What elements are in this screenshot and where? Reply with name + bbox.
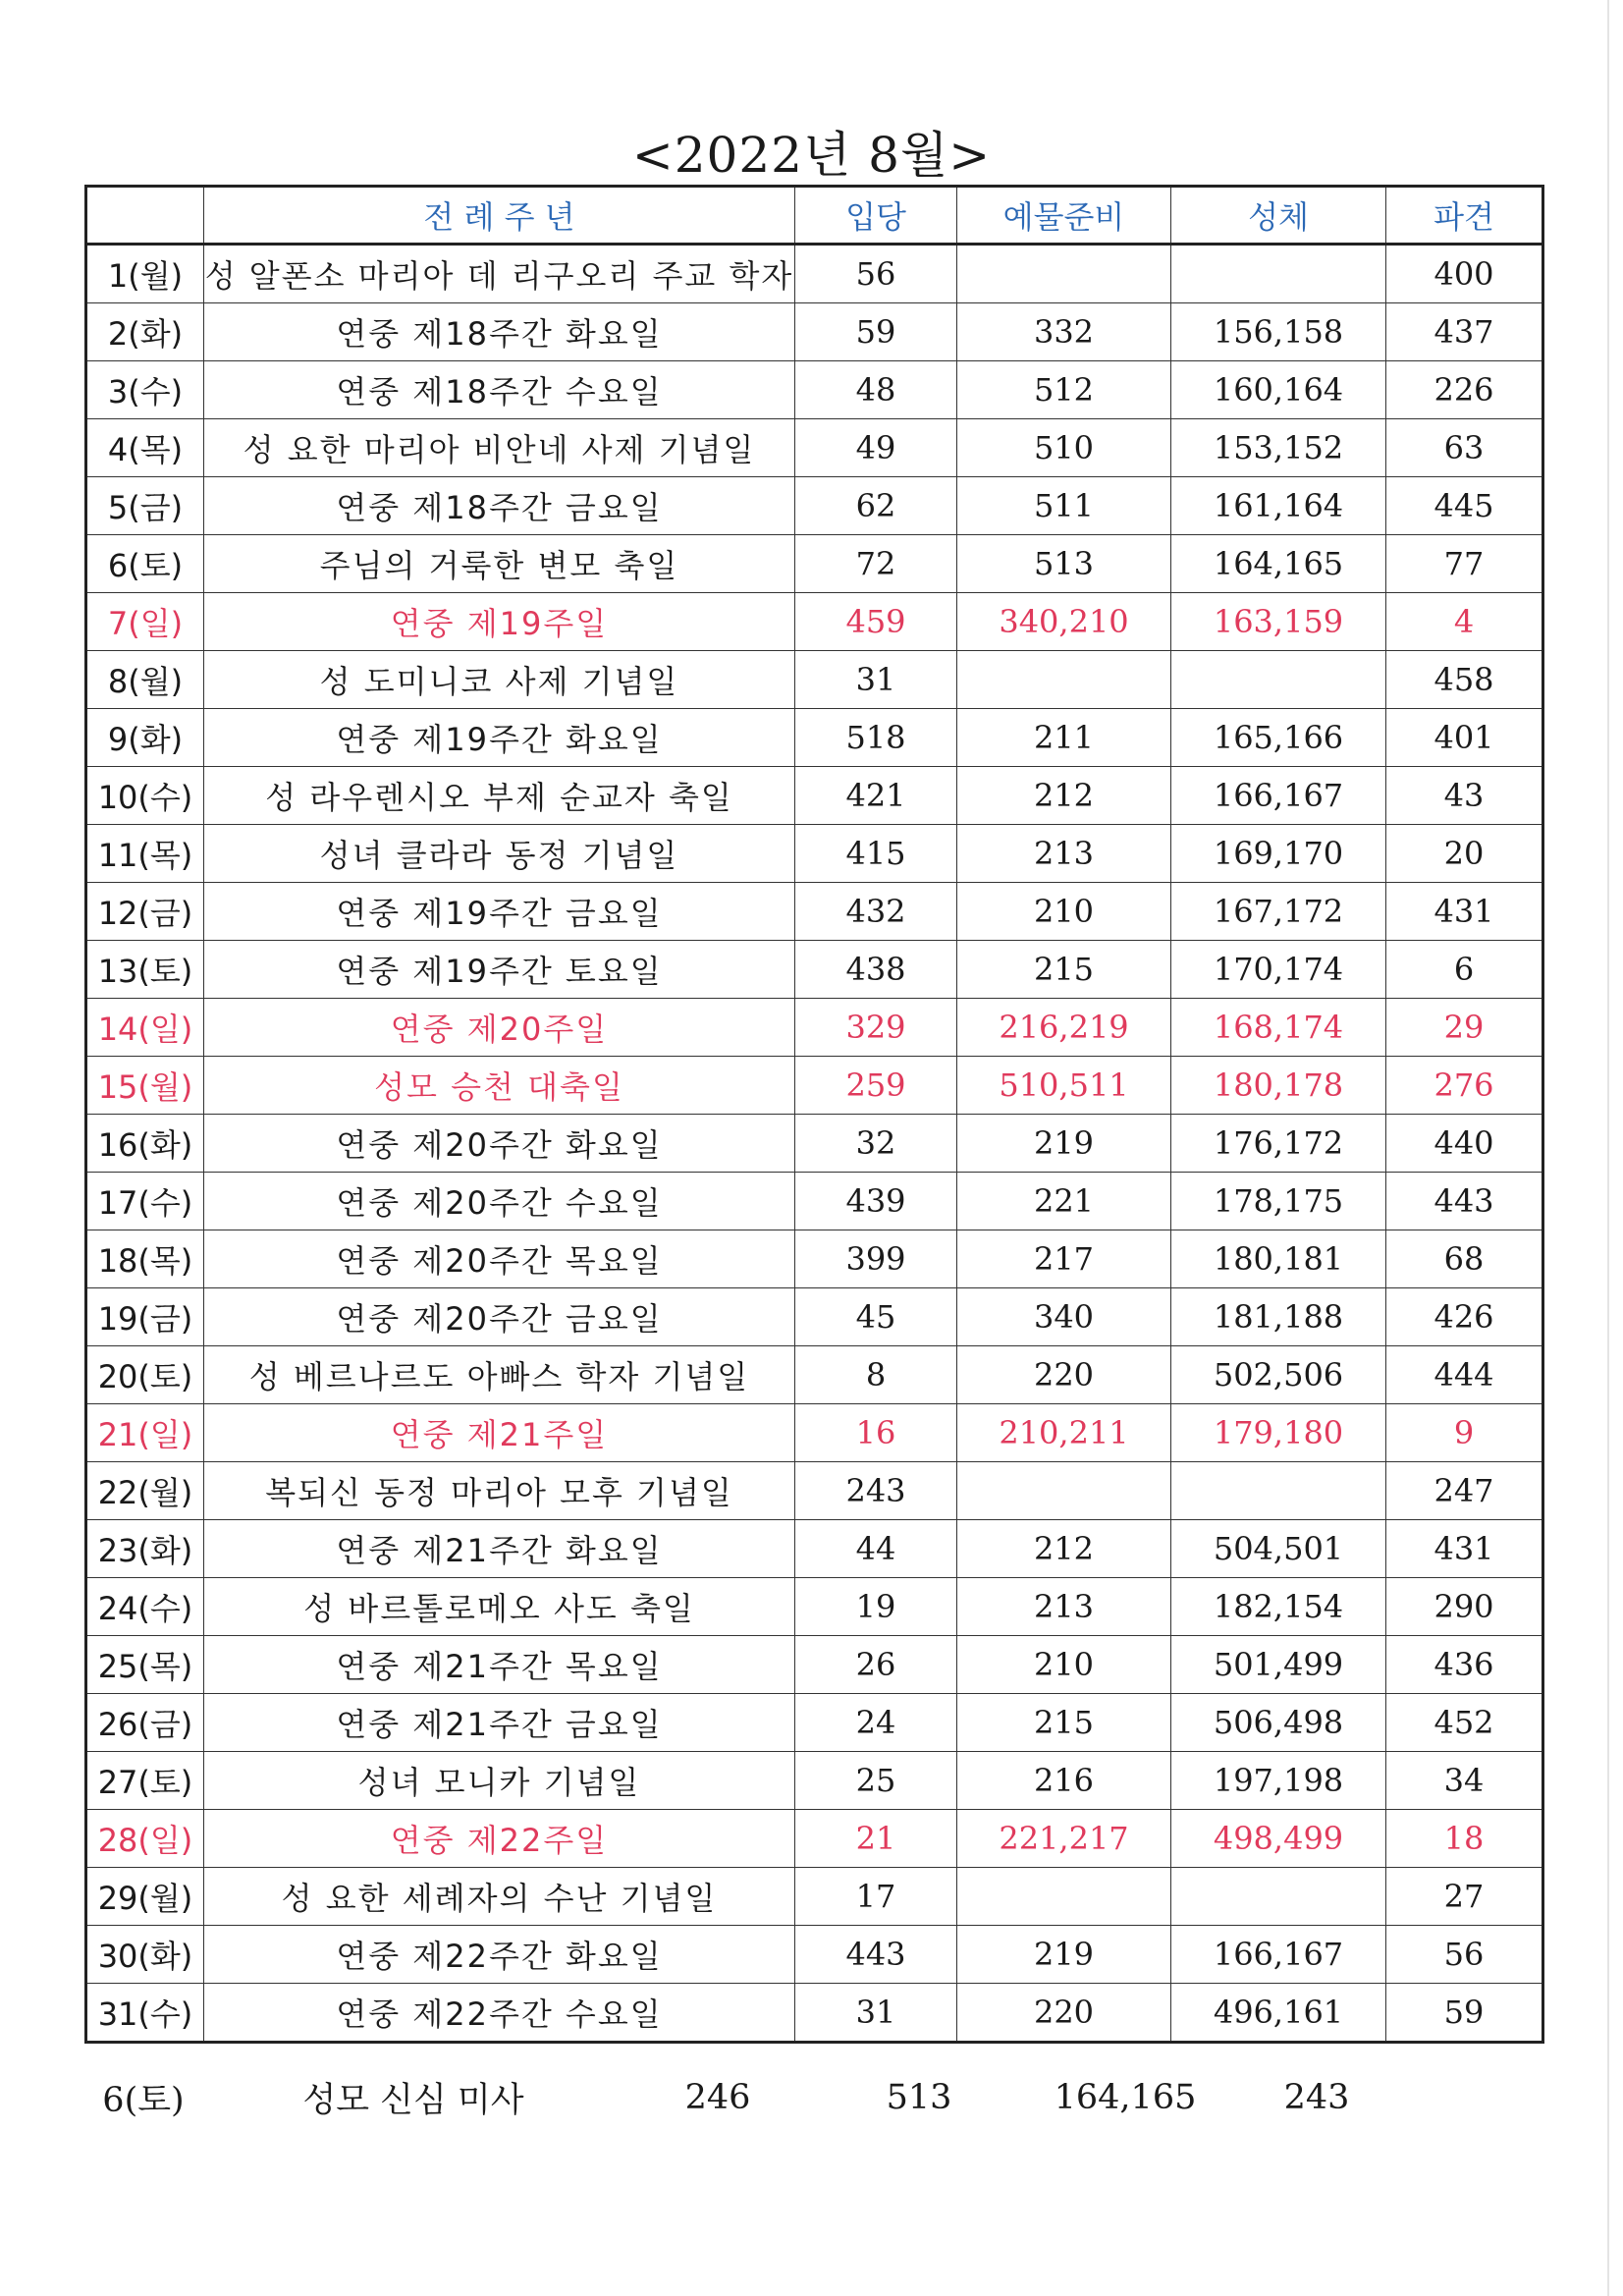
- entrance-hymn-cell: 421: [795, 767, 957, 825]
- entrance-hymn-cell: 399: [795, 1230, 957, 1288]
- table-row: [86, 1288, 1543, 1346]
- extra-communion: 164,165: [1054, 2078, 1197, 2117]
- date-cell: 12(금): [86, 883, 204, 941]
- offertory-hymn-cell: 215: [957, 941, 1171, 999]
- extra-date: 6(토): [102, 2081, 185, 2120]
- header-row: [86, 187, 1543, 245]
- dismissal-hymn-cell: 247: [1386, 1462, 1543, 1520]
- liturgical-day-cell: 연중 제22주일: [204, 1810, 795, 1868]
- communion-hymn-cell: 504,501: [1171, 1520, 1386, 1578]
- communion-hymn-cell: 167,172: [1171, 883, 1386, 941]
- offertory-hymn-cell: 210: [957, 1636, 1171, 1694]
- entrance-hymn-cell: 439: [795, 1173, 957, 1230]
- dismissal-hymn-cell: 226: [1386, 361, 1543, 419]
- extra-dismissal: 243: [1283, 2078, 1350, 2117]
- communion-hymn-cell: 506,498: [1171, 1694, 1386, 1752]
- liturgical-day-cell: 주님의 거룩한 변모 축일: [204, 535, 795, 593]
- date-cell: 30(화): [86, 1926, 204, 1984]
- entrance-hymn-cell: 56: [795, 245, 957, 303]
- date-cell: 13(토): [86, 941, 204, 999]
- offertory-hymn-cell: 220: [957, 1346, 1171, 1404]
- entrance-hymn-cell: 26: [795, 1636, 957, 1694]
- date-cell: 4(목): [86, 419, 204, 477]
- header-communion: 성체: [1171, 187, 1386, 245]
- date-cell: 19(금): [86, 1288, 204, 1346]
- liturgical-day-cell: 연중 제19주일: [204, 593, 795, 651]
- page-title: <2022년 8월>: [631, 127, 992, 184]
- offertory-hymn-cell: [957, 651, 1171, 709]
- date-cell: 25(목): [86, 1636, 204, 1694]
- date-cell: 23(화): [86, 1520, 204, 1578]
- liturgical-day-cell: 연중 제22주간 수요일: [204, 1984, 795, 2043]
- liturgical-day-cell: 연중 제21주간 목요일: [204, 1636, 795, 1694]
- entrance-hymn-cell: 72: [795, 535, 957, 593]
- entrance-hymn-cell: 438: [795, 941, 957, 999]
- table-row: [86, 1926, 1543, 1984]
- communion-hymn-cell: 179,180: [1171, 1404, 1386, 1462]
- offertory-hymn-cell: 340: [957, 1288, 1171, 1346]
- date-cell: 22(월): [86, 1462, 204, 1520]
- dismissal-hymn-cell: 290: [1386, 1578, 1543, 1636]
- liturgical-day-cell: 성모 승천 대축일: [204, 1057, 795, 1115]
- table-row: [86, 1868, 1543, 1926]
- offertory-hymn-cell: 221: [957, 1173, 1171, 1230]
- liturgical-day-cell: 연중 제18주간 화요일: [204, 303, 795, 361]
- dismissal-hymn-cell: 9: [1386, 1404, 1543, 1462]
- table-row: [86, 1230, 1543, 1288]
- header-offertory: 예물준비: [957, 187, 1171, 245]
- liturgical-day-cell: 복되신 동정 마리아 모후 기념일: [204, 1462, 795, 1520]
- table-row: [86, 477, 1543, 535]
- dismissal-hymn-cell: 458: [1386, 651, 1543, 709]
- table-row: [86, 825, 1543, 883]
- offertory-hymn-cell: 213: [957, 1578, 1171, 1636]
- communion-hymn-cell: 182,154: [1171, 1578, 1386, 1636]
- entrance-hymn-cell: 8: [795, 1346, 957, 1404]
- dismissal-hymn-cell: 63: [1386, 419, 1543, 477]
- date-cell: 1(월): [86, 245, 204, 303]
- dismissal-hymn-cell: 440: [1386, 1115, 1543, 1173]
- communion-hymn-cell: 166,167: [1171, 1926, 1386, 1984]
- communion-hymn-cell: [1171, 1868, 1386, 1926]
- table-row: [86, 883, 1543, 941]
- communion-hymn-cell: 169,170: [1171, 825, 1386, 883]
- dismissal-hymn-cell: 400: [1386, 245, 1543, 303]
- communion-hymn-cell: 164,165: [1171, 535, 1386, 593]
- liturgical-day-cell: 성녀 모니카 기념일: [204, 1752, 795, 1810]
- liturgical-day-cell: 연중 제20주간 수요일: [204, 1173, 795, 1230]
- liturgical-day-cell: 연중 제22주간 화요일: [204, 1926, 795, 1984]
- date-cell: 27(토): [86, 1752, 204, 1810]
- entrance-hymn-cell: 32: [795, 1115, 957, 1173]
- entrance-hymn-cell: 432: [795, 883, 957, 941]
- liturgical-day-cell: 성 요한 세례자의 수난 기념일: [204, 1868, 795, 1926]
- header-date: [86, 187, 204, 245]
- communion-hymn-cell: 180,178: [1171, 1057, 1386, 1115]
- entrance-hymn-cell: 459: [795, 593, 957, 651]
- hymn-schedule-table: [84, 185, 1544, 2044]
- entrance-hymn-cell: 49: [795, 419, 957, 477]
- liturgical-day-cell: 연중 제20주간 화요일: [204, 1115, 795, 1173]
- offertory-hymn-cell: 513: [957, 535, 1171, 593]
- table-row: [86, 1404, 1543, 1462]
- liturgical-day-cell: 연중 제19주간 토요일: [204, 941, 795, 999]
- offertory-hymn-cell: [957, 1868, 1171, 1926]
- date-cell: 7(일): [86, 593, 204, 651]
- liturgical-day-cell: 성 라우렌시오 부제 순교자 축일: [204, 767, 795, 825]
- date-cell: 15(월): [86, 1057, 204, 1115]
- communion-hymn-cell: [1171, 1462, 1386, 1520]
- entrance-hymn-cell: 329: [795, 999, 957, 1057]
- offertory-hymn-cell: 211: [957, 709, 1171, 767]
- dismissal-hymn-cell: 443: [1386, 1173, 1543, 1230]
- dismissal-hymn-cell: 34: [1386, 1752, 1543, 1810]
- dismissal-hymn-cell: 68: [1386, 1230, 1543, 1288]
- entrance-hymn-cell: 24: [795, 1694, 957, 1752]
- table-row: [86, 651, 1543, 709]
- communion-hymn-cell: 166,167: [1171, 767, 1386, 825]
- date-cell: 21(일): [86, 1404, 204, 1462]
- communion-hymn-cell: 161,164: [1171, 477, 1386, 535]
- dismissal-hymn-cell: 20: [1386, 825, 1543, 883]
- offertory-hymn-cell: 215: [957, 1694, 1171, 1752]
- table-row: [86, 709, 1543, 767]
- entrance-hymn-cell: 259: [795, 1057, 957, 1115]
- offertory-hymn-cell: 216,219: [957, 999, 1171, 1057]
- dismissal-hymn-cell: 444: [1386, 1346, 1543, 1404]
- communion-hymn-cell: 502,506: [1171, 1346, 1386, 1404]
- extra-offertory: 513: [886, 2078, 952, 2117]
- offertory-hymn-cell: 332: [957, 303, 1171, 361]
- dismissal-hymn-cell: 77: [1386, 535, 1543, 593]
- dismissal-hymn-cell: 56: [1386, 1926, 1543, 1984]
- communion-hymn-cell: 496,161: [1171, 1984, 1386, 2043]
- date-cell: 26(금): [86, 1694, 204, 1752]
- dismissal-hymn-cell: 4: [1386, 593, 1543, 651]
- entrance-hymn-cell: 62: [795, 477, 957, 535]
- entrance-hymn-cell: 48: [795, 361, 957, 419]
- entrance-hymn-cell: 17: [795, 1868, 957, 1926]
- offertory-hymn-cell: 216: [957, 1752, 1171, 1810]
- extra-name: 성모 신심 미사: [302, 2081, 524, 2120]
- offertory-hymn-cell: 511: [957, 477, 1171, 535]
- table-row: [86, 1057, 1543, 1115]
- table-row: [86, 1752, 1543, 1810]
- entrance-hymn-cell: 21: [795, 1810, 957, 1868]
- date-cell: 20(토): [86, 1346, 204, 1404]
- liturgical-day-cell: 성 베르나르도 아빠스 학자 기념일: [204, 1346, 795, 1404]
- entrance-hymn-cell: 243: [795, 1462, 957, 1520]
- communion-hymn-cell: 160,164: [1171, 361, 1386, 419]
- table-row: [86, 1810, 1543, 1868]
- dismissal-hymn-cell: 43: [1386, 767, 1543, 825]
- table-row: [86, 1636, 1543, 1694]
- offertory-hymn-cell: 510: [957, 419, 1171, 477]
- date-cell: 14(일): [86, 999, 204, 1057]
- communion-hymn-cell: 168,174: [1171, 999, 1386, 1057]
- entrance-hymn-cell: 31: [795, 651, 957, 709]
- table-row: [86, 1462, 1543, 1520]
- offertory-hymn-cell: [957, 1462, 1171, 1520]
- table-row: [86, 941, 1543, 999]
- dismissal-hymn-cell: 27: [1386, 1868, 1543, 1926]
- communion-hymn-cell: [1171, 245, 1386, 303]
- entrance-hymn-cell: 25: [795, 1752, 957, 1810]
- liturgical-day-cell: 연중 제21주간 금요일: [204, 1694, 795, 1752]
- date-cell: 29(월): [86, 1868, 204, 1926]
- offertory-hymn-cell: 210: [957, 883, 1171, 941]
- communion-hymn-cell: 176,172: [1171, 1115, 1386, 1173]
- offertory-hymn-cell: 217: [957, 1230, 1171, 1288]
- entrance-hymn-cell: 59: [795, 303, 957, 361]
- liturgical-day-cell: 성 바르톨로메오 사도 축일: [204, 1578, 795, 1636]
- dismissal-hymn-cell: 436: [1386, 1636, 1543, 1694]
- communion-hymn-cell: 501,499: [1171, 1636, 1386, 1694]
- offertory-hymn-cell: 220: [957, 1984, 1171, 2043]
- table-row: [86, 1984, 1543, 2043]
- offertory-hymn-cell: 510,511: [957, 1057, 1171, 1115]
- table-row: [86, 1520, 1543, 1578]
- table-row: [86, 1173, 1543, 1230]
- offertory-hymn-cell: 219: [957, 1115, 1171, 1173]
- dismissal-hymn-cell: 431: [1386, 1520, 1543, 1578]
- communion-hymn-cell: 180,181: [1171, 1230, 1386, 1288]
- date-cell: 6(토): [86, 535, 204, 593]
- offertory-hymn-cell: 212: [957, 1520, 1171, 1578]
- dismissal-hymn-cell: 437: [1386, 303, 1543, 361]
- date-cell: 17(수): [86, 1173, 204, 1230]
- liturgical-day-cell: 연중 제20주간 금요일: [204, 1288, 795, 1346]
- table-row: [86, 419, 1543, 477]
- date-cell: 8(월): [86, 651, 204, 709]
- table-row: [86, 303, 1543, 361]
- extra-entrance: 246: [684, 2078, 751, 2117]
- communion-hymn-cell: 181,188: [1171, 1288, 1386, 1346]
- table-row: [86, 1694, 1543, 1752]
- offertory-hymn-cell: [957, 245, 1171, 303]
- liturgical-day-cell: 성 알폰소 마리아 데 리구오리 주교 학자: [204, 245, 795, 303]
- liturgical-day-cell: 연중 제19주간 화요일: [204, 709, 795, 767]
- date-cell: 3(수): [86, 361, 204, 419]
- dismissal-hymn-cell: 431: [1386, 883, 1543, 941]
- date-cell: 28(일): [86, 1810, 204, 1868]
- communion-hymn-cell: 178,175: [1171, 1173, 1386, 1230]
- entrance-hymn-cell: 19: [795, 1578, 957, 1636]
- scan-edge-line: [1607, 0, 1609, 2296]
- communion-hymn-cell: [1171, 651, 1386, 709]
- offertory-hymn-cell: 212: [957, 767, 1171, 825]
- table-row: [86, 361, 1543, 419]
- entrance-hymn-cell: 415: [795, 825, 957, 883]
- communion-hymn-cell: 197,198: [1171, 1752, 1386, 1810]
- communion-hymn-cell: 163,159: [1171, 593, 1386, 651]
- dismissal-hymn-cell: 452: [1386, 1694, 1543, 1752]
- liturgical-day-cell: 연중 제19주간 금요일: [204, 883, 795, 941]
- table-row: [86, 593, 1543, 651]
- offertory-hymn-cell: 340,210: [957, 593, 1171, 651]
- date-cell: 2(화): [86, 303, 204, 361]
- date-cell: 10(수): [86, 767, 204, 825]
- liturgical-day-cell: 연중 제20주일: [204, 999, 795, 1057]
- table-row: [86, 767, 1543, 825]
- liturgical-day-cell: 연중 제18주간 금요일: [204, 477, 795, 535]
- communion-hymn-cell: 156,158: [1171, 303, 1386, 361]
- liturgical-day-cell: 연중 제21주일: [204, 1404, 795, 1462]
- table-row: [86, 535, 1543, 593]
- header-entrance: 입당: [795, 187, 957, 245]
- date-cell: 16(화): [86, 1115, 204, 1173]
- dismissal-hymn-cell: 59: [1386, 1984, 1543, 2043]
- entrance-hymn-cell: 45: [795, 1288, 957, 1346]
- communion-hymn-cell: 498,499: [1171, 1810, 1386, 1868]
- entrance-hymn-cell: 44: [795, 1520, 957, 1578]
- liturgical-day-cell: 연중 제20주간 목요일: [204, 1230, 795, 1288]
- date-cell: 18(목): [86, 1230, 204, 1288]
- communion-hymn-cell: 170,174: [1171, 941, 1386, 999]
- table-row: [86, 245, 1543, 303]
- communion-hymn-cell: 165,166: [1171, 709, 1386, 767]
- date-cell: 24(수): [86, 1578, 204, 1636]
- dismissal-hymn-cell: 6: [1386, 941, 1543, 999]
- entrance-hymn-cell: 518: [795, 709, 957, 767]
- table-row: [86, 1115, 1543, 1173]
- extra-mass-row: [84, 2070, 1542, 2125]
- date-cell: 5(금): [86, 477, 204, 535]
- offertory-hymn-cell: 213: [957, 825, 1171, 883]
- entrance-hymn-cell: 16: [795, 1404, 957, 1462]
- liturgical-day-cell: 성녀 클라라 동정 기념일: [204, 825, 795, 883]
- table-row: [86, 1346, 1543, 1404]
- offertory-hymn-cell: 221,217: [957, 1810, 1171, 1868]
- entrance-hymn-cell: 443: [795, 1926, 957, 1984]
- dismissal-hymn-cell: 29: [1386, 999, 1543, 1057]
- communion-hymn-cell: 153,152: [1171, 419, 1386, 477]
- entrance-hymn-cell: 31: [795, 1984, 957, 2043]
- header-liturgical-year: 전 례 주 년: [204, 187, 795, 245]
- liturgical-day-cell: 성 도미니코 사제 기념일: [204, 651, 795, 709]
- table-row: [86, 1578, 1543, 1636]
- dismissal-hymn-cell: 18: [1386, 1810, 1543, 1868]
- date-cell: 11(목): [86, 825, 204, 883]
- offertory-hymn-cell: 210,211: [957, 1404, 1171, 1462]
- dismissal-hymn-cell: 401: [1386, 709, 1543, 767]
- dismissal-hymn-cell: 276: [1386, 1057, 1543, 1115]
- dismissal-hymn-cell: 426: [1386, 1288, 1543, 1346]
- liturgical-day-cell: 성 요한 마리아 비안네 사제 기념일: [204, 419, 795, 477]
- header-dismissal: 파견: [1386, 187, 1543, 245]
- dismissal-hymn-cell: 445: [1386, 477, 1543, 535]
- date-cell: 9(화): [86, 709, 204, 767]
- date-cell: 31(수): [86, 1984, 204, 2043]
- offertory-hymn-cell: 219: [957, 1926, 1171, 1984]
- offertory-hymn-cell: 512: [957, 361, 1171, 419]
- liturgical-day-cell: 연중 제18주간 수요일: [204, 361, 795, 419]
- table-row: [86, 999, 1543, 1057]
- liturgical-day-cell: 연중 제21주간 화요일: [204, 1520, 795, 1578]
